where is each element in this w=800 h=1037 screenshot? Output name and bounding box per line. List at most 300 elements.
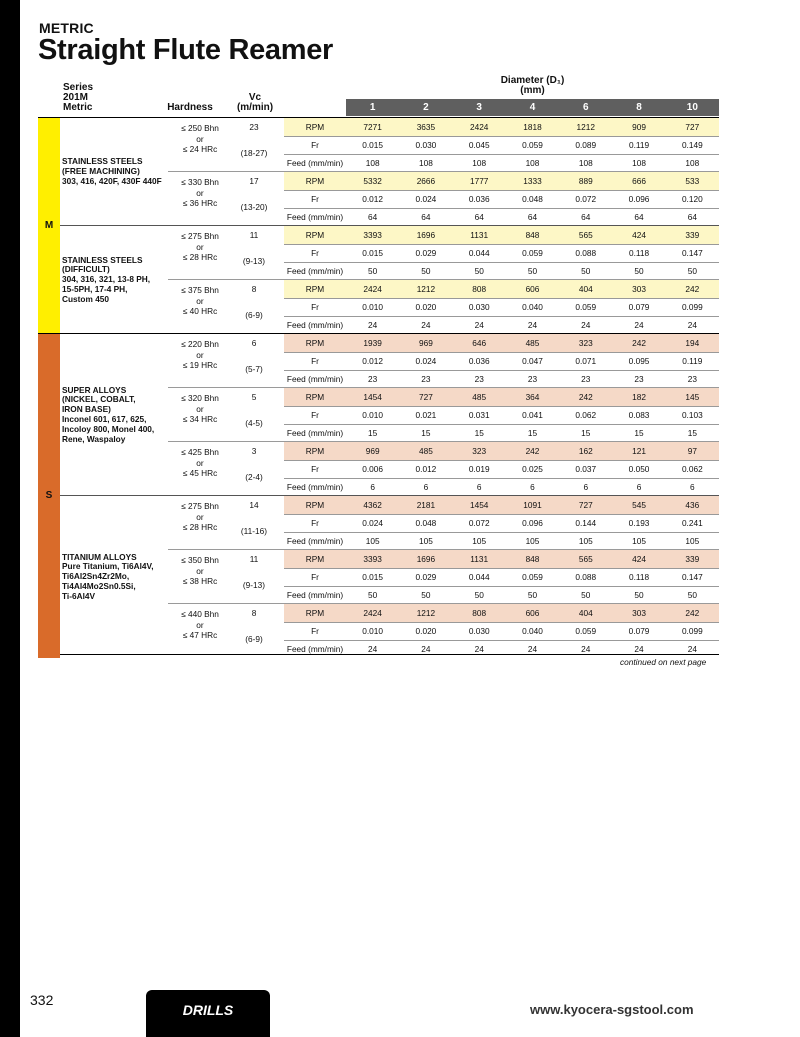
section-tab: DRILLS xyxy=(146,990,270,1037)
feed-value: 50 xyxy=(527,590,538,600)
feed-value: 64 xyxy=(634,212,644,222)
feed-label: Feed (mm/min) xyxy=(286,158,344,168)
fr-value: 0.062 xyxy=(681,464,703,474)
rpm-value: 323 xyxy=(578,338,593,348)
feed-value: 105 xyxy=(472,536,487,546)
material-name xyxy=(62,157,170,186)
fr-value: 0.071 xyxy=(575,356,597,366)
rpm-value: 303 xyxy=(632,284,646,294)
material-name-line: (FREE MACHINING) xyxy=(62,166,140,177)
rpm-row xyxy=(284,496,719,515)
rpm-value: 606 xyxy=(525,284,540,294)
feed-value: 64 xyxy=(421,212,431,222)
feed-label: Feed (mm/min) xyxy=(286,590,344,600)
feed-label: Feed (mm/min) xyxy=(286,428,344,438)
material-name-line: Custom 450 xyxy=(62,293,110,304)
material-name-line: Rene, Waspaloy xyxy=(62,433,126,444)
fr-label: Fr xyxy=(311,410,319,420)
feed-value: 105 xyxy=(419,536,433,546)
feed-row xyxy=(284,532,719,550)
hardness-line: ≤ 47 HRc xyxy=(182,630,218,640)
fr-row xyxy=(284,622,719,641)
rpm-value: 666 xyxy=(632,176,646,186)
rpm-value: 1091 xyxy=(523,500,542,510)
fr-row xyxy=(284,244,719,263)
vc-range: (13-20) xyxy=(240,202,268,212)
rpm-value: 1696 xyxy=(416,554,436,564)
vc-range: (6-9) xyxy=(245,634,263,644)
feed-value: 50 xyxy=(474,590,484,600)
feed-value: 108 xyxy=(578,158,593,168)
rpm-value: 1454 xyxy=(363,392,382,402)
feed-value: 64 xyxy=(527,212,538,222)
hardness-line: or xyxy=(196,295,204,306)
fr-value: 0.096 xyxy=(628,194,650,204)
fr-value: 0.044 xyxy=(468,248,490,258)
rpm-value: 889 xyxy=(578,176,593,186)
fr-value: 0.024 xyxy=(415,356,437,366)
fr-value: 0.088 xyxy=(575,572,597,582)
material-group-letter: M xyxy=(44,220,54,231)
feed-value: 50 xyxy=(634,590,644,600)
vc-value: 11 xyxy=(249,230,259,240)
feed-value: 50 xyxy=(687,266,697,276)
rpm-value: 485 xyxy=(419,446,433,456)
condition-rows xyxy=(284,442,719,496)
hardness-value xyxy=(168,393,232,425)
fr-value: 0.036 xyxy=(468,356,490,366)
feed-row xyxy=(284,478,719,496)
feed-value: 105 xyxy=(525,536,540,546)
hardness-line: or xyxy=(196,403,204,414)
feed-value: 108 xyxy=(525,158,540,168)
series-header-line: Series xyxy=(63,82,94,93)
rpm-value: 424 xyxy=(632,230,646,240)
feed-value: 15 xyxy=(368,428,378,438)
feed-row xyxy=(284,208,719,226)
fr-value: 0.118 xyxy=(628,248,650,258)
feed-value: 24 xyxy=(368,320,378,330)
fr-value: 0.050 xyxy=(628,464,650,474)
rpm-value: 4362 xyxy=(363,500,382,510)
rpm-value: 909 xyxy=(632,122,646,132)
fr-value: 0.119 xyxy=(628,140,650,150)
feed-value: 24 xyxy=(368,644,378,654)
feed-value: 24 xyxy=(421,644,431,654)
feed-value: 6 xyxy=(370,482,375,492)
fr-value: 0.193 xyxy=(628,518,650,528)
fr-label: Fr xyxy=(311,356,319,366)
feed-value: 50 xyxy=(581,266,591,276)
rpm-value: 2424 xyxy=(363,608,382,618)
condition-rows xyxy=(284,118,719,172)
feed-value: 108 xyxy=(685,158,700,168)
rpm-value: 2666 xyxy=(416,176,436,186)
feed-label: Feed (mm/min) xyxy=(286,482,344,492)
hardness-line: ≤ 275 Bhn xyxy=(181,501,219,511)
diameter-header xyxy=(470,76,595,96)
rpm-value: 969 xyxy=(419,338,433,348)
rpm-value: 969 xyxy=(365,446,380,456)
rpm-value: 1818 xyxy=(523,122,542,132)
vc-value: 6 xyxy=(251,338,257,348)
rpm-value: 194 xyxy=(685,338,700,348)
hardness-value xyxy=(168,177,232,209)
feed-value: 50 xyxy=(368,590,378,600)
continued-note: continued on next page xyxy=(620,657,707,667)
rpm-value: 242 xyxy=(525,446,540,456)
rpm-row xyxy=(284,118,719,137)
condition-rows xyxy=(284,280,719,334)
rpm-row xyxy=(284,442,719,461)
hardness-header: Hardness xyxy=(167,102,213,113)
material-name-line: 303, 416, 420F, 430F 440F xyxy=(62,175,162,186)
rpm-value: 7271 xyxy=(363,122,382,132)
fr-value: 0.144 xyxy=(575,518,597,528)
rpm-value: 404 xyxy=(578,284,593,294)
rpm-value: 727 xyxy=(578,500,593,510)
rpm-value: 808 xyxy=(472,284,487,294)
diameter-column-header: 4 xyxy=(529,102,536,113)
rpm-value: 424 xyxy=(632,554,646,564)
hardness-line: ≤ 28 HRc xyxy=(182,522,218,532)
hardness-line: ≤ 275 Bhn xyxy=(181,231,219,241)
diameter-header-line: (mm) xyxy=(520,85,545,96)
hardness-line: or xyxy=(196,619,204,630)
vc-value: 8 xyxy=(251,284,257,294)
fr-value: 0.099 xyxy=(681,626,703,636)
fr-label: Fr xyxy=(311,140,319,150)
condition-rows xyxy=(284,550,719,604)
fr-row xyxy=(284,460,719,479)
material-group-letter: S xyxy=(45,490,53,501)
fr-value: 0.062 xyxy=(575,410,597,420)
fr-value: 0.099 xyxy=(681,302,703,312)
rpm-row xyxy=(284,334,719,353)
hardness-line: ≤ 45 HRc xyxy=(182,468,218,478)
rpm-label: RPM xyxy=(305,176,325,186)
rpm-value: 3393 xyxy=(363,554,382,564)
feed-value: 105 xyxy=(365,536,380,546)
rpm-label: RPM xyxy=(305,500,325,510)
fr-value: 0.241 xyxy=(681,518,703,528)
fr-value: 0.088 xyxy=(575,248,597,258)
fr-value: 0.030 xyxy=(468,626,490,636)
feed-value: 23 xyxy=(527,374,538,384)
fr-value: 0.147 xyxy=(681,248,703,258)
feed-label: Feed (mm/min) xyxy=(286,374,344,384)
hardness-line: ≤ 220 Bhn xyxy=(181,339,219,349)
fr-value: 0.010 xyxy=(362,626,384,636)
fr-value: 0.059 xyxy=(522,572,543,582)
fr-value: 0.029 xyxy=(415,572,437,582)
material-group-band xyxy=(38,334,60,658)
fr-value: 0.015 xyxy=(362,248,384,258)
rpm-value: 339 xyxy=(685,230,700,240)
material-name-line: Ti-6Al4V xyxy=(62,590,96,601)
vc-header-line: Vc xyxy=(248,92,262,103)
fr-row xyxy=(284,514,719,533)
diameter-column-header: 6 xyxy=(582,102,589,113)
fr-value: 0.072 xyxy=(468,518,490,528)
fr-value: 0.045 xyxy=(468,140,490,150)
fr-value: 0.149 xyxy=(681,140,703,150)
hardness-line: ≤ 350 Bhn xyxy=(181,555,219,565)
series-header-line: 201M xyxy=(63,92,89,103)
diameter-column-header: 10 xyxy=(686,102,698,113)
rpm-value: 242 xyxy=(685,608,700,618)
fr-value: 0.031 xyxy=(468,410,490,420)
material-name-line: STAINLESS STEELS xyxy=(62,254,143,265)
feed-label: Feed (mm/min) xyxy=(286,320,344,330)
feed-value: 6 xyxy=(476,482,482,492)
feed-value: 105 xyxy=(685,536,700,546)
rpm-value: 162 xyxy=(578,446,593,456)
rpm-value: 121 xyxy=(632,446,646,456)
rpm-value: 339 xyxy=(685,554,700,564)
fr-value: 0.118 xyxy=(628,572,650,582)
rpm-row xyxy=(284,388,719,407)
fr-value: 0.047 xyxy=(522,356,543,366)
hardness-value xyxy=(168,555,232,587)
fr-value: 0.119 xyxy=(682,356,703,366)
hardness-line: ≤ 40 HRc xyxy=(182,306,218,316)
feed-value: 23 xyxy=(421,374,431,384)
rpm-label: RPM xyxy=(305,446,325,456)
rpm-value: 545 xyxy=(632,500,646,510)
feed-value: 50 xyxy=(368,266,378,276)
hardness-line: or xyxy=(196,241,204,252)
fr-value: 0.015 xyxy=(362,572,384,582)
rpm-value: 242 xyxy=(632,338,646,348)
series-header xyxy=(63,83,93,113)
feed-value: 64 xyxy=(687,212,697,222)
material-name-line: (NICKEL, COBALT, xyxy=(62,394,136,405)
rpm-value: 485 xyxy=(472,392,487,402)
rpm-value: 97 xyxy=(687,446,697,456)
feed-value: 23 xyxy=(687,374,697,384)
feed-value: 15 xyxy=(581,428,591,438)
vc-value: 17 xyxy=(249,176,259,186)
hardness-value xyxy=(168,123,232,155)
fr-value: 0.096 xyxy=(522,518,543,528)
fr-value: 0.012 xyxy=(362,194,384,204)
rpm-value: 2424 xyxy=(469,122,489,132)
rpm-value: 3635 xyxy=(416,122,436,132)
hardness-line: ≤ 330 Bhn xyxy=(181,177,219,187)
feed-value: 64 xyxy=(368,212,378,222)
rpm-row xyxy=(284,172,719,191)
feed-row xyxy=(284,424,719,442)
rpm-row xyxy=(284,226,719,245)
feed-value: 50 xyxy=(634,266,644,276)
feed-value: 24 xyxy=(474,320,484,330)
hardness-line: or xyxy=(196,457,204,468)
rpm-label: RPM xyxy=(305,122,325,132)
feed-value: 64 xyxy=(474,212,484,222)
rpm-value: 242 xyxy=(578,392,593,402)
rpm-label: RPM xyxy=(305,338,325,348)
feed-value: 50 xyxy=(421,590,431,600)
feed-value: 108 xyxy=(419,158,433,168)
feed-value: 23 xyxy=(634,374,644,384)
fr-row xyxy=(284,352,719,371)
rpm-value: 3393 xyxy=(363,230,382,240)
fr-label: Fr xyxy=(311,248,319,258)
condition-rows xyxy=(284,604,719,658)
hardness-line: ≤ 38 HRc xyxy=(182,576,218,586)
hardness-line: ≤ 425 Bhn xyxy=(181,447,219,457)
feed-value: 105 xyxy=(632,536,646,546)
vc-range: (6-9) xyxy=(245,310,263,320)
rpm-label: RPM xyxy=(305,284,325,294)
hardness-line: ≤ 320 Bhn xyxy=(181,393,219,403)
fr-row xyxy=(284,568,719,587)
feed-value: 50 xyxy=(527,266,538,276)
condition-rows xyxy=(284,496,719,550)
vc-value: 5 xyxy=(251,392,257,402)
condition-rows xyxy=(284,334,719,388)
vc-range: (18-27) xyxy=(240,148,268,158)
feed-value: 15 xyxy=(634,428,644,438)
vc-value: 11 xyxy=(249,554,259,564)
fr-value: 0.025 xyxy=(522,464,543,474)
page-number: 332 xyxy=(30,992,54,1008)
diameter-column-header: 1 xyxy=(369,102,376,113)
fr-row xyxy=(284,136,719,155)
fr-value: 0.059 xyxy=(575,626,597,636)
rpm-row xyxy=(284,280,719,299)
feed-label: Feed (mm/min) xyxy=(286,536,344,546)
fr-label: Fr xyxy=(311,464,319,474)
feed-value: 6 xyxy=(636,482,642,492)
hardness-line: ≤ 250 Bhn xyxy=(181,123,219,133)
hardness-line: ≤ 375 Bhn xyxy=(181,285,219,295)
vc-range: (9-13) xyxy=(242,256,266,266)
material-name xyxy=(62,553,170,602)
rpm-value: 808 xyxy=(472,608,487,618)
hardness-line: or xyxy=(196,511,204,522)
fr-value: 0.010 xyxy=(362,410,384,420)
hardness-line: ≤ 28 HRc xyxy=(182,252,218,262)
rpm-value: 848 xyxy=(525,230,540,240)
rpm-label: RPM xyxy=(305,608,325,618)
hardness-line: or xyxy=(196,349,204,360)
feed-value: 15 xyxy=(474,428,484,438)
website-url: www.kyocera-sgstool.com xyxy=(530,1002,694,1017)
rpm-value: 364 xyxy=(525,392,540,402)
fr-row xyxy=(284,298,719,317)
feed-row xyxy=(284,640,719,658)
fr-label: Fr xyxy=(311,518,319,528)
feed-value: 50 xyxy=(421,266,431,276)
feed-value: 105 xyxy=(578,536,593,546)
vc-range: (9-13) xyxy=(242,580,266,590)
material-name xyxy=(62,256,170,305)
material-name-line: (DIFFICULT) xyxy=(62,264,110,275)
fr-row xyxy=(284,190,719,209)
feed-row xyxy=(284,262,719,280)
hardness-line: or xyxy=(196,133,204,144)
hardness-value xyxy=(168,285,232,317)
material-name-line: IRON BASE) xyxy=(62,404,111,415)
feed-row xyxy=(284,316,719,334)
fr-value: 0.083 xyxy=(628,410,650,420)
feed-value: 108 xyxy=(632,158,646,168)
rpm-value: 533 xyxy=(685,176,700,186)
feed-value: 24 xyxy=(687,644,697,654)
feed-value: 24 xyxy=(527,644,538,654)
fr-value: 0.048 xyxy=(522,194,543,204)
fr-label: Fr xyxy=(311,302,319,312)
vc-range: (5-7) xyxy=(245,364,263,374)
fr-value: 0.010 xyxy=(362,302,384,312)
hardness-value xyxy=(168,339,232,371)
fr-value: 0.006 xyxy=(362,464,384,474)
material-name-line: Pure Titanium, Ti6Al4V, xyxy=(62,561,154,572)
hardness-line: ≤ 440 Bhn xyxy=(181,609,219,619)
rpm-value: 646 xyxy=(472,338,487,348)
fr-value: 0.089 xyxy=(575,140,597,150)
rpm-value: 5332 xyxy=(363,176,382,186)
fr-value: 0.059 xyxy=(575,302,597,312)
feed-value: 24 xyxy=(634,320,644,330)
fr-value: 0.036 xyxy=(468,194,490,204)
rpm-value: 1777 xyxy=(469,176,489,186)
diameter-column-header: 3 xyxy=(476,102,482,113)
fr-value: 0.079 xyxy=(628,626,650,636)
rpm-value: 565 xyxy=(578,554,593,564)
rpm-value: 2424 xyxy=(363,284,382,294)
fr-value: 0.059 xyxy=(522,248,543,258)
rpm-label: RPM xyxy=(305,230,325,240)
rpm-value: 1212 xyxy=(576,122,595,132)
rpm-value: 606 xyxy=(525,608,540,618)
feed-value: 24 xyxy=(687,320,697,330)
fr-value: 0.079 xyxy=(628,302,650,312)
rpm-value: 1696 xyxy=(416,230,436,240)
feed-value: 50 xyxy=(581,590,591,600)
feed-value: 15 xyxy=(527,428,538,438)
series-header-line: Metric xyxy=(63,102,93,113)
condition-rows xyxy=(284,172,719,226)
vc-range: (4-5) xyxy=(245,418,263,428)
fr-value: 0.020 xyxy=(415,302,437,312)
vc-range: (11-16) xyxy=(240,526,268,536)
vc-value: 3 xyxy=(251,446,257,456)
fr-value: 0.021 xyxy=(415,410,437,420)
fr-value: 0.072 xyxy=(575,194,597,204)
material-name-line: TITANIUM ALLOYS xyxy=(62,551,137,562)
feed-value: 50 xyxy=(687,590,697,600)
fr-value: 0.040 xyxy=(522,626,543,636)
rpm-value: 2181 xyxy=(416,500,436,510)
fr-value: 0.029 xyxy=(415,248,437,258)
feed-value: 24 xyxy=(634,644,644,654)
feed-value: 24 xyxy=(581,320,591,330)
fr-value: 0.020 xyxy=(415,626,437,636)
feed-value: 24 xyxy=(527,320,538,330)
feed-value: 108 xyxy=(472,158,487,168)
rpm-value: 1454 xyxy=(469,500,489,510)
condition-rows xyxy=(284,226,719,280)
feed-label: Feed (mm/min) xyxy=(286,266,344,276)
fr-value: 0.044 xyxy=(468,572,490,582)
fr-label: Fr xyxy=(311,194,319,204)
rpm-value: 242 xyxy=(685,284,700,294)
rpm-value: 727 xyxy=(419,392,433,402)
hardness-line: ≤ 19 HRc xyxy=(182,360,218,370)
